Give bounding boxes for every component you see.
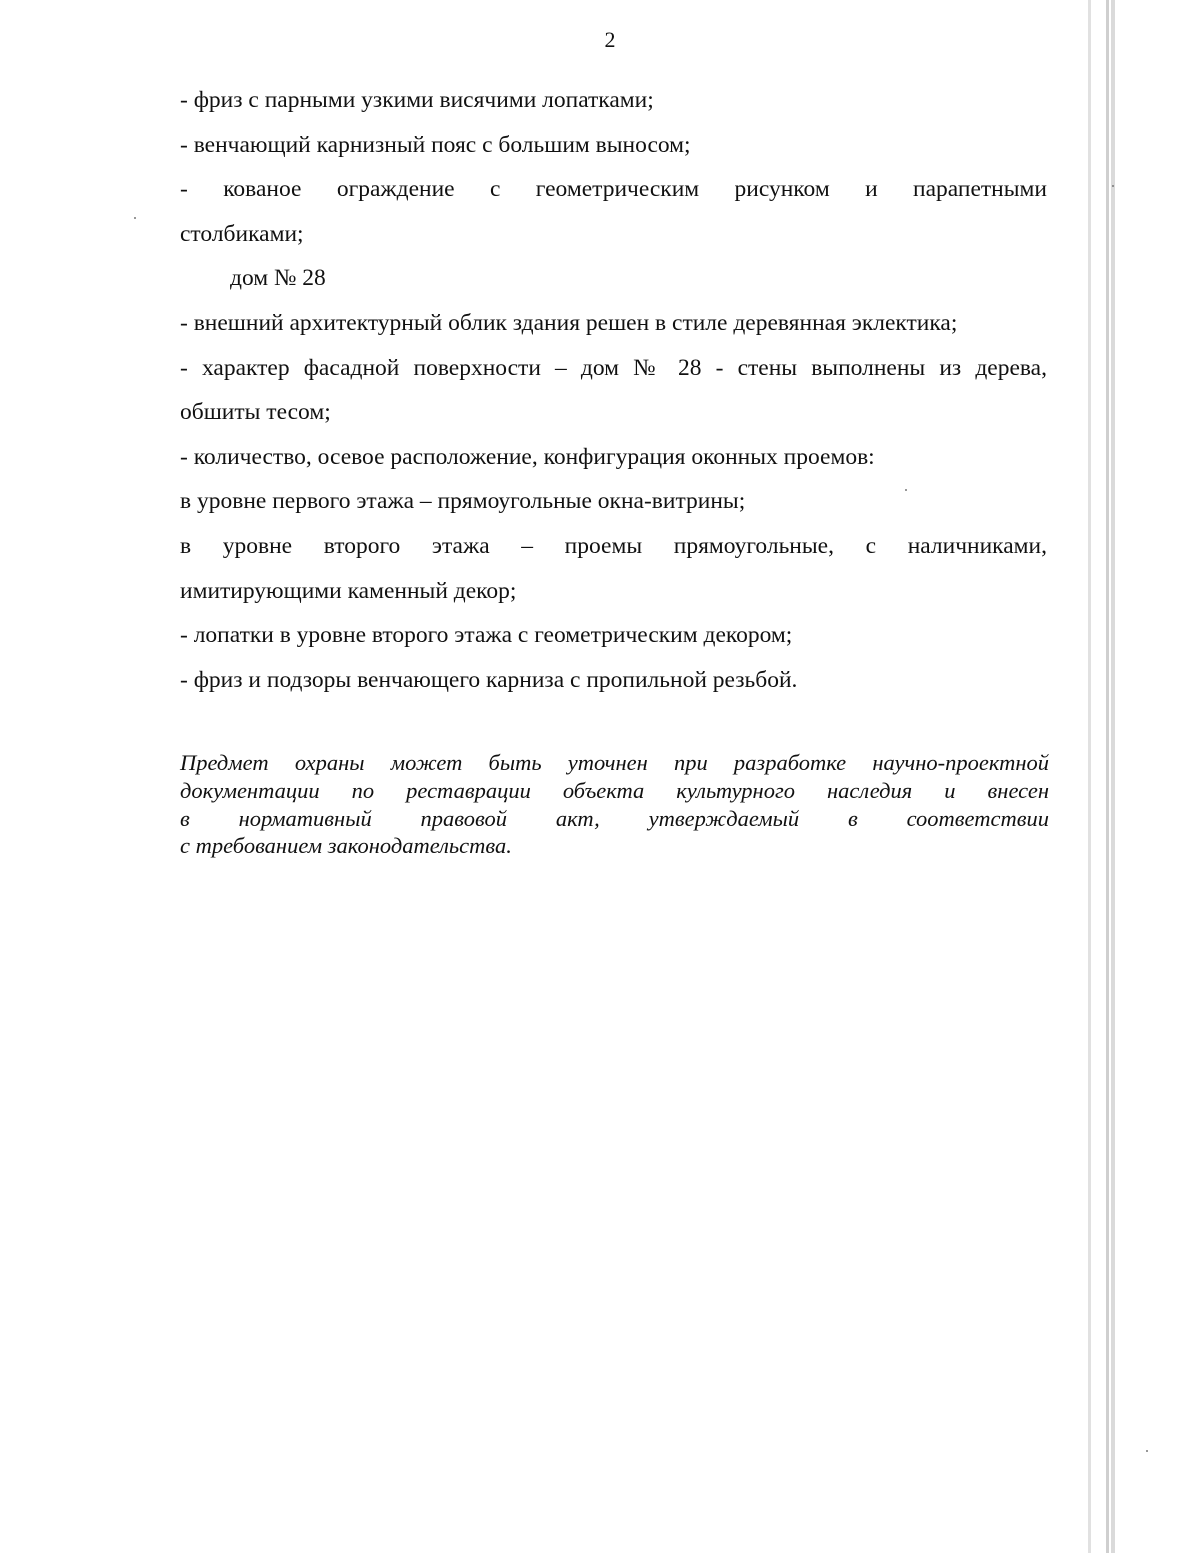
scan-speck xyxy=(1112,185,1114,187)
text-line: в уровне первого этажа – прямоугольные окна-витрины; xyxy=(180,488,746,515)
text-line: - венчающий карнизный пояс с большим выносом; xyxy=(180,131,691,158)
text-line: - внешний архитектурный облик здания решен в стиле деревянная эклектика; xyxy=(180,309,958,336)
text-line: - кованое ограждение с геометрическим рисунком и парапетными xyxy=(180,176,1047,203)
section-heading: дом № 28 xyxy=(230,265,326,292)
text-line: столбиками; xyxy=(180,220,304,247)
scan-edge-shadow xyxy=(1106,0,1109,1553)
document-body xyxy=(180,78,1047,702)
protection-note xyxy=(180,749,1049,860)
text-line: - фриз с парными узкими висячими лопатками; xyxy=(180,87,654,113)
text-line: имитирующими каменный декор; xyxy=(180,577,517,604)
text-line: - характер фасадной поверхности – дом № 28 - стены выполнены из дерева, xyxy=(180,354,1047,381)
note-line: документации по реставрации объекта культурного наследия и внесен xyxy=(180,777,1049,803)
text-line: в уровне второго этажа – проемы прямоугольные, с наличниками, xyxy=(180,532,1047,559)
scan-speck xyxy=(134,217,136,219)
scan-edge-shadow xyxy=(1111,0,1115,1553)
scan-edge-shadow xyxy=(1088,0,1091,1553)
scan-speck xyxy=(1146,1450,1148,1452)
note-line: Предмет охраны может быть уточнен при разработке научно-проектной xyxy=(180,750,1049,775)
note-line: в нормативный правовой акт, утверждаемый в соответствии xyxy=(180,805,1049,831)
text-line: обшиты тесом; xyxy=(180,399,331,426)
text-line: - количество, осевое расположение, конфигурация оконных проемов: xyxy=(180,443,875,470)
text-line: - фриз и подзоры венчающего карниза с пропильной резьбой. xyxy=(180,666,798,693)
note-line: с требованием законодательства. xyxy=(180,833,512,859)
page-number: 2 xyxy=(604,27,616,52)
text-line: - лопатки в уровне второго этажа с геометрическим декором; xyxy=(180,622,793,649)
